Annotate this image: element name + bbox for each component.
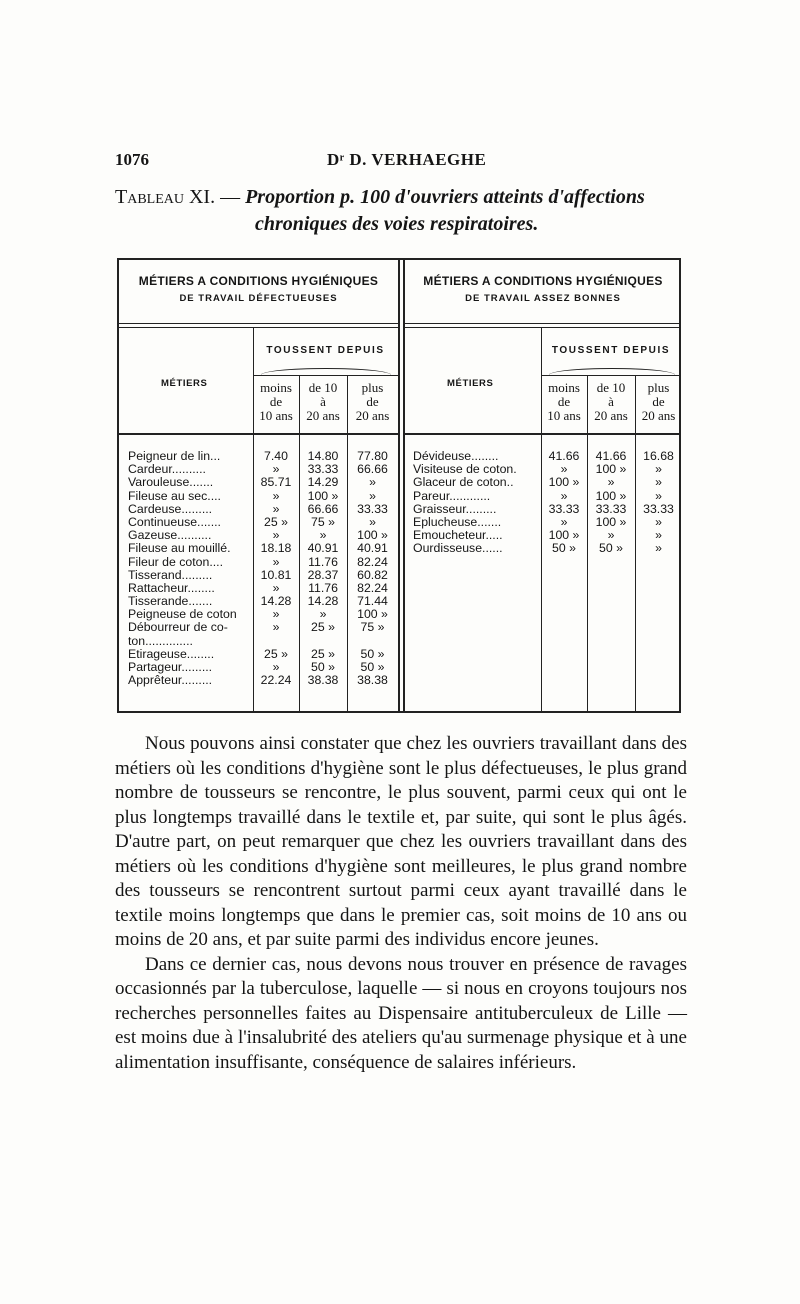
- left-toussent-label: TOUSSENT DEPUIS: [266, 345, 385, 356]
- table-cell: »: [369, 489, 376, 503]
- occupation-name: Cardeur..........: [128, 463, 206, 477]
- occupation-name: Emoucheteur.....: [413, 529, 503, 543]
- table-cell: 66.66: [307, 502, 339, 516]
- table-cell: 11.76: [308, 581, 338, 595]
- paragraph: Nous pouvons ainsi constater que chez les ouvriers travaillant dans des métiers où les conditions d'hygiène sont le plus défectueuses, le plus grand nombre de tousseurs se rencontre, le plus souvent, parmi ceux qui ont le plus longtemps travaillé dans le textile et, par suite, qui sont le plus âgés. D'autre part, on peut remarquer que chez les ouvriers travaillant dans des métiers où les conditions d'hygiène sont meilleures, le plus grand nombre des tousseurs se rencontrent surtout parmi ceux ayant travaillé dans le textile moins longtemps que dans le premier cas, soit moins de 10 ans ou moins de 20 ans, et par suite parmi des individus encore jeunes.: [115, 733, 687, 950]
- left-names-column: [128, 450, 252, 687]
- table-cell: 14.80: [307, 450, 339, 463]
- occupation-name: Eplucheuse.......: [413, 515, 502, 529]
- table-cell: 11.76: [308, 555, 338, 569]
- table-cell: »: [272, 581, 280, 595]
- table-cell: »: [272, 489, 280, 503]
- table-cell: »: [560, 489, 568, 503]
- table-cell: 100 »: [357, 608, 388, 622]
- occupation-name: Fileuse au mouillé.: [128, 542, 231, 556]
- occupation-name: Rattacheur........: [128, 581, 215, 595]
- table-cell: »: [655, 529, 662, 543]
- table-cell: 14.29: [307, 476, 339, 490]
- table-cell: 50 »: [360, 661, 385, 674]
- left-group-subtitle: DE TRAVAIL DÉFECTUEUSES: [179, 293, 338, 304]
- table-cell: 14.28: [307, 595, 339, 609]
- table-cell: 33.33: [548, 502, 580, 516]
- right-metiers-label: MÉTIERS: [447, 378, 494, 389]
- table-cell: [348, 635, 397, 648]
- table-cell: »: [655, 476, 662, 490]
- table-cell: [254, 635, 298, 648]
- table-cell: 100 »: [357, 529, 388, 543]
- occupation-name: Fileur de coton....: [128, 555, 224, 569]
- occupation-name: Tisserand.........: [128, 568, 213, 582]
- right-brace: [549, 368, 675, 375]
- table-cell: »: [319, 608, 327, 622]
- table-cell: 40.91: [357, 542, 388, 556]
- table-cell: 50 »: [360, 647, 385, 661]
- occupation-name: Cardeuse.........: [128, 502, 213, 516]
- table-cell: 38.38: [357, 674, 388, 688]
- right-group-header: [405, 274, 681, 304]
- occupation-name: Varouleuse.......: [128, 476, 214, 490]
- table-cell: »: [272, 529, 280, 543]
- occupation-name: Glaceur de coton..: [413, 476, 514, 490]
- table-cell: »: [272, 608, 280, 622]
- table-cell: »: [369, 515, 376, 529]
- right-values-col2: [588, 450, 634, 556]
- occupation-name: Ourdisseuse......: [413, 542, 503, 556]
- table-cell: »: [272, 463, 280, 477]
- left-values-col1: [254, 450, 298, 687]
- running-header: [115, 150, 687, 170]
- table-cell: »: [655, 515, 662, 529]
- body-text: [115, 732, 687, 1075]
- table-cell: 82.24: [357, 581, 388, 595]
- table-cell: 50 »: [552, 542, 576, 556]
- data-table: [117, 258, 681, 713]
- right-group-title: MÉTIERS A CONDITIONS HYGIÉNIQUES: [423, 274, 663, 288]
- table-cell: 16.68: [643, 450, 674, 463]
- left-values-col3: [348, 450, 397, 687]
- left-values-col2: [300, 450, 346, 687]
- table-cell: »: [607, 529, 615, 543]
- table-cell: 41.66: [548, 450, 580, 463]
- right-names-column: [413, 450, 540, 556]
- left-group-title: MÉTIERS A CONDITIONS HYGIÉNIQUES: [138, 274, 379, 288]
- table-cell: »: [560, 515, 568, 529]
- table-cell: 28.37: [307, 568, 339, 582]
- occupation-name: Dévideuse........: [413, 450, 499, 463]
- table-cell: 85.71: [260, 476, 292, 490]
- table-cell: 25 »: [264, 515, 288, 529]
- table-cell: »: [560, 463, 568, 477]
- table-cell: 25 »: [311, 621, 335, 635]
- author-name: Dʳ D. VERHAEGHE: [327, 150, 487, 169]
- paragraph: Dans ce dernier cas, nous devons nous trouver en présence de ravages occasionnés par la tuberculose, laquelle — si nous en croyons toujours nos recherches personnelles faites au Dispensaire antituberculeux de Lille — est moins due à l'insalubrité des ateliers qu'au surmenage physique et à une alimentation insuffisante, conséquence de salaires inférieurs.: [115, 953, 687, 1073]
- table-cell: 71.44: [357, 595, 388, 609]
- rule: [119, 433, 398, 435]
- right-col-header-2: de 10 à 20 ans: [594, 380, 628, 423]
- rule: [541, 375, 681, 376]
- left-brace: [261, 368, 391, 375]
- table-cell: 100 »: [548, 476, 580, 490]
- table-cell: 33.33: [307, 463, 339, 477]
- caption-title-line2: chroniques des voies respiratoires.: [255, 213, 539, 235]
- occupation-name: Gazeuse..........: [128, 529, 212, 543]
- occupation-name: Peigneur de lin...: [128, 450, 221, 463]
- table-cell: 33.33: [357, 502, 388, 516]
- right-col-header-3: plus de 20 ans: [641, 380, 676, 423]
- left-col-header-2: de 10 à 20 ans: [306, 380, 340, 423]
- rule: [119, 323, 398, 324]
- left-col-header-1: moins de 10 ans: [259, 380, 293, 423]
- right-values-col1: [542, 450, 586, 556]
- table-cell: 82.24: [357, 555, 388, 569]
- table-cell: 100 »: [548, 529, 580, 543]
- occupation-name: ton..............: [128, 634, 193, 648]
- left-group-header: [119, 274, 398, 304]
- table-cell: 14.28: [260, 595, 292, 609]
- table-cell: 33.33: [643, 502, 674, 516]
- table-cell: 38.38: [307, 674, 339, 688]
- table-cell: »: [272, 661, 280, 674]
- rule: [405, 433, 681, 435]
- occupation-name: Apprêteur.........: [128, 674, 213, 688]
- table-cell: »: [369, 476, 376, 490]
- table-cell: 41.66: [595, 450, 627, 463]
- occupation-name: Partageur.........: [128, 661, 213, 674]
- table-cell: 7.40: [264, 450, 288, 463]
- table-cell: 75 »: [311, 515, 335, 529]
- caption-dash: —: [220, 186, 241, 208]
- right-col-header-1: moins de 10 ans: [547, 380, 581, 423]
- occupation-name: Etirageuse........: [128, 647, 215, 661]
- table-cell: »: [319, 529, 327, 543]
- table-cell: 50 »: [311, 661, 335, 674]
- panel-divider: [398, 260, 400, 711]
- right-toussent-label: TOUSSENT DEPUIS: [551, 345, 671, 356]
- left-metiers-label: MÉTIERS: [161, 378, 208, 389]
- table-cell: »: [655, 463, 662, 477]
- right-group-subtitle: DE TRAVAIL ASSEZ BONNES: [465, 293, 621, 304]
- occupation-name: Continueuse.......: [128, 515, 221, 529]
- occupation-name: Pareur............: [413, 489, 491, 503]
- table-cell: 60.82: [357, 568, 388, 582]
- occupation-name: Tisserande.......: [128, 595, 213, 609]
- table-cell: [300, 635, 346, 648]
- right-values-col3: [636, 450, 681, 556]
- table-cell: 33.33: [595, 502, 627, 516]
- table-cell: 100 »: [595, 515, 627, 529]
- table-cell: 100 »: [307, 489, 339, 503]
- table-cell: 100 »: [595, 463, 627, 477]
- occupation-name: Graisseur.........: [413, 502, 497, 516]
- table-label: Tableau XI.: [115, 186, 216, 208]
- left-col-header-3: plus de 20 ans: [355, 380, 390, 423]
- table-cell: 25 »: [264, 647, 288, 661]
- rule: [253, 375, 398, 376]
- table-cell: 18.18: [260, 542, 292, 556]
- caption-title-line1: Proportion p. 100 d'ouvriers atteints d'affections: [245, 186, 645, 208]
- table-caption: [115, 184, 687, 238]
- occupation-name: Fileuse au sec....: [128, 489, 221, 503]
- occupation-name: Peigneuse de coton: [128, 608, 237, 622]
- table-cell: 40.91: [307, 542, 339, 556]
- table-cell: 77.80: [357, 450, 388, 463]
- occupation-name: Visiteuse de coton.: [413, 463, 517, 477]
- rule: [405, 327, 681, 328]
- table-cell: »: [607, 476, 615, 490]
- rule: [405, 323, 681, 324]
- table-cell: »: [655, 542, 662, 556]
- table-cell: 10.81: [260, 568, 292, 582]
- table-cell: 22.24: [260, 674, 292, 688]
- table-cell: »: [272, 502, 280, 516]
- table-cell: 75 »: [360, 621, 385, 635]
- occupation-name: Débourreur de co-: [128, 621, 228, 635]
- table-cell: »: [655, 489, 662, 503]
- table-cell: »: [272, 621, 280, 635]
- rule: [119, 327, 398, 328]
- table-cell: »: [272, 555, 280, 569]
- table-cell: 50 »: [599, 542, 623, 556]
- table-cell: 25 »: [311, 647, 335, 661]
- page-number: 1076: [115, 150, 149, 169]
- table-cell: 66.66: [357, 463, 388, 477]
- table-cell: 100 »: [595, 489, 627, 503]
